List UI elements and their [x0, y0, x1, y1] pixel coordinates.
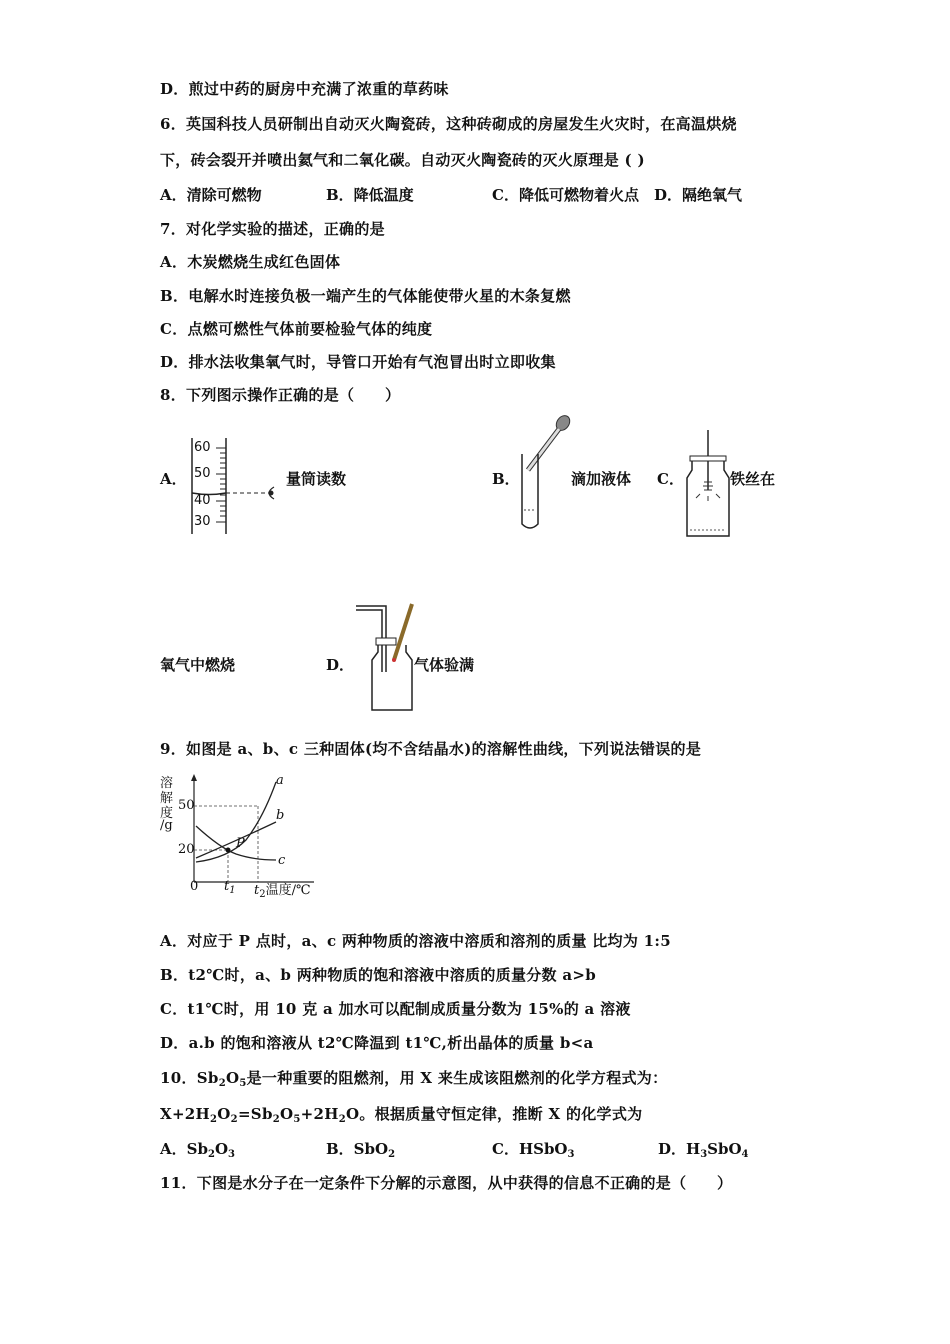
q7-option-d: D．排水法收集氧气时，导管口开始有气泡冒出时立即收集 [160, 353, 556, 371]
eq-part: +2H [300, 1105, 339, 1123]
opt-d-part: SbO [707, 1140, 742, 1158]
opt-d-sub: 3 [700, 1149, 708, 1160]
q8-option-c-label-2: 氧气中燃烧 [160, 656, 236, 674]
q9-option-a: A．对应于 P 点时，a、c 两种物质的溶液中溶质和溶剂的质量 比均为 1:5 [160, 932, 671, 950]
opt-a-sub: 2 [207, 1149, 215, 1160]
q8-option-d-letter: D． [326, 656, 355, 674]
cylinder-tick-40: 40 [194, 493, 211, 508]
q10-option-d [658, 1138, 749, 1160]
x-axis-unit: 温度/℃ [265, 883, 311, 898]
q7-option-a: A．木炭燃烧生成红色固体 [160, 253, 341, 271]
eq-sub: 2 [230, 1114, 238, 1125]
gas-collection-bottle-figure [354, 600, 418, 712]
opt-b-sub: 2 [388, 1149, 396, 1160]
q8-option-b-letter: B． [492, 470, 520, 488]
q6-option-a: A．清除可燃物 [160, 186, 262, 204]
point-p-marker [226, 848, 231, 853]
eq-part: O [345, 1105, 360, 1123]
q6-option-d: D．隔绝氧气 [654, 186, 743, 204]
q10-formula-sub2: 5 [239, 1078, 247, 1089]
curve-b-label: b [276, 808, 285, 823]
opt-b-part: B．SbO [326, 1140, 389, 1158]
eq-part: =Sb [237, 1105, 273, 1123]
graph-ylabel-4: /g [160, 818, 173, 833]
q10-equation-line [160, 1103, 642, 1125]
t1-subscript: 1 [229, 885, 236, 896]
graph-ytick-20: 20 [178, 842, 195, 857]
opt-c-part: C．HSbO [492, 1140, 568, 1158]
q11-stem: 11．下图是水分子在一定条件下分解的示意图，从中获得的信息不正确的是（ ） [160, 1174, 733, 1192]
q8-option-c-label-1: 铁丝在 [730, 470, 776, 488]
t2-subscript: 2 [259, 889, 266, 900]
q5-option-d: D．煎过中药的厨房中充满了浓重的草药味 [160, 80, 449, 98]
eq-sub: 5 [293, 1114, 301, 1125]
q10-equation-tail: 。根据质量守恒定律，推断 X 的化学式为 [359, 1105, 643, 1123]
graph-xtick-t2 [254, 879, 311, 900]
opt-a-part: A．Sb [160, 1140, 208, 1158]
graph-ylabel-1: 溶 [160, 776, 174, 791]
cylinder-tick-30: 30 [194, 514, 211, 529]
graph-origin: 0 [190, 879, 199, 894]
t2-letter: t [254, 883, 260, 898]
q8-option-b-label: 滴加液体 [571, 470, 632, 488]
q10-option-c [492, 1138, 574, 1160]
q7-option-c: C．点燃可燃性气体前要检验气体的纯度 [160, 320, 433, 338]
iron-wire-bottle-figure [684, 430, 734, 540]
eq-sub: 2 [272, 1114, 280, 1125]
cylinder-tick-60: 60 [194, 440, 211, 455]
q10-formula-o: O [225, 1069, 240, 1087]
q6-option-c: C．降低可燃物着火点 [492, 186, 639, 204]
curve-a-label: a [276, 773, 284, 788]
graph-ylabel-3: 度 [160, 806, 174, 821]
q7-option-b: B．电解水时连接负极一端产生的气体能使带火星的木条复燃 [160, 287, 571, 305]
q6-option-b: B．降低温度 [326, 186, 414, 204]
point-p-label: P [236, 836, 245, 851]
q10-number: 10． [160, 1069, 197, 1087]
opt-a-sub: 3 [228, 1149, 235, 1160]
opt-a-part: O [214, 1140, 229, 1158]
curve-c-label: c [278, 853, 286, 868]
eq-part: X+2H [160, 1105, 211, 1123]
eq-sub: 2 [338, 1114, 346, 1125]
q6-stem-line1: 6．英国科技人员研制出自动灭火陶瓷砖，这种砖砌成的房屋发生火灾时，在高温烘烧 [160, 115, 737, 133]
graph-ylabel-2: 解 [160, 791, 174, 806]
q10-formula-sb: Sb [196, 1069, 219, 1087]
q8-option-a-label: 量筒读数 [286, 470, 347, 488]
q9-option-b: B．t2℃时，a、b 两种物质的饱和溶液中溶质的质量分数 a>b [160, 966, 597, 984]
opt-d-sub: 4 [741, 1149, 749, 1160]
q7-stem: 7．对化学实验的描述，正确的是 [160, 220, 385, 238]
eq-sub: 2 [210, 1114, 218, 1125]
cylinder-tick-50: 50 [194, 466, 211, 481]
q10-formula-sub1: 2 [218, 1078, 226, 1089]
q10-option-a [160, 1138, 235, 1160]
q8-option-c-letter: C． [657, 470, 684, 488]
graph-xtick-t1 [224, 879, 236, 896]
q10-stem-rest: 是一种重要的阻燃剂，用 X 来生成该阻燃剂的化学方程式为： [246, 1069, 668, 1087]
q8-stem: 8．下列图示操作正确的是（ ） [160, 386, 401, 404]
q8-option-d-label: 气体验满 [414, 656, 475, 674]
q10-option-b [326, 1138, 395, 1160]
q9-stem: 9．如图是 a、b、c 三种固体(均不含结晶水)的溶解性曲线，下列说法错误的是 [160, 740, 702, 758]
q10-stem [160, 1067, 667, 1089]
q8-option-a-letter: A． [160, 470, 187, 488]
t1-letter: t [224, 879, 230, 894]
graph-ytick-50: 50 [178, 798, 195, 813]
q6-stem-line2: 下，砖会裂开并喷出氦气和二氧化碳。自动灭火陶瓷砖的灭火原理是 ( ) [160, 151, 645, 169]
eq-part: O [217, 1105, 231, 1123]
q9-option-d: D．a.b 的饱和溶液从 t2℃降温到 t1℃,析出晶体的质量 b<a [160, 1034, 594, 1052]
opt-d-part: D．H [658, 1140, 701, 1158]
opt-c-sub: 3 [567, 1149, 575, 1160]
eq-part: O [280, 1105, 294, 1123]
q9-option-c: C．t1℃时，用 10 克 a 加水可以配制成质量分数为 15%的 a 溶液 [160, 1000, 631, 1018]
dropper-test-tube-figure [512, 414, 572, 534]
